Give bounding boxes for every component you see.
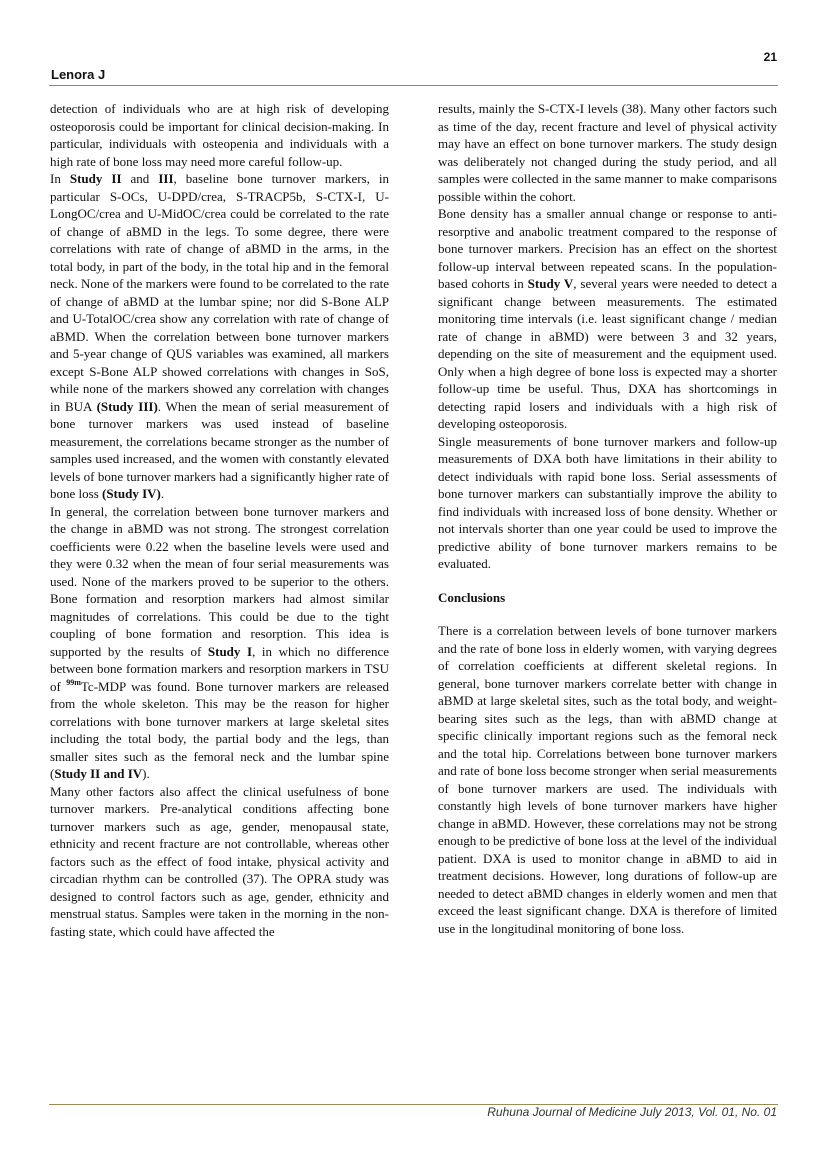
right-column [438,100,777,937]
paragraph-text: detection of individuals who are at high risk of developing osteoporosis could be important for clinical decision-making. In particular, individuals with osteopenia and individuals with a high rate of bone loss may need more careful follow-up. [50,101,389,169]
paragraph [50,170,389,503]
page-number: 21 [763,50,777,64]
paragraph-text: Many other factors also affect the clinical usefulness of bone turnover markers. Pre-analytical conditions affecting bone turnover markers such as age, gender, menopausal state, ethnicity and recent fracture are not controllable, whereas other factors such as the effect of food intake, physical activity and circadian rhythm can be controlled (37). The OPRA study was designed to control factors such as age, gender, ethnicity and menstrual status. Samples were taken in the morning in the non-fasting state, which could have affected the [50,783,389,939]
study-ref: (Study III) [96,398,158,414]
paragraph-text: ). [142,766,150,781]
paragraph-text: In general, the correlation between bone turnover markers and the change in aBMD was not strong. The strongest correlation coefficients were 0.22 when the baseline levels were used and they were 0.32 when the mean of four serial measurements was used. None of the markers proved to be superior to the others. Bone formation and resorption markers had almost similar magnitudes of correlations. This could be due to the tight coupling of bone formation and resorption. This idea is supported by the results of [50,503,389,659]
paragraph-text: . When the mean of serial measurement of bone turnover markers was used instead of baseline measurement, the correlations became stronger as the number of samples used increased, and the women with constantly elevated levels of bone turnover markers had a significantly higher rate of bone loss [50,398,389,501]
study-ref: Study I [207,643,253,659]
paragraph [438,100,777,205]
paragraph [438,433,777,573]
running-head: Lenora J [51,67,106,82]
paragraph-text: results, mainly the S-CTX-I levels (38). Many other factors such as time of the day, recent fracture and level of physical activity may have an effect on bone turnover markers. The study design was deliberately not changed during the study period, and all samples were collected in the same manner to make comparisons possible within the cohort. [438,101,777,204]
header-rule [49,85,778,86]
paragraph-text: , in which no difference between bone formation markers and resorption markers in TSU of [50,643,390,694]
study-ref: Study II and IV [54,766,143,781]
paragraph-text: and [121,171,159,186]
section-heading: Conclusions [438,589,506,605]
isotope-superscript: 99m [66,677,81,687]
paragraph-text: , baseline bone turnover markers, in particular S-OCs, U-DPD/crea, S-TRACP5b, S-CTX-I, U-LongOC/crea and U-MidOC/crea could be correlated to the rate of change of aBMD in the legs. To some degree, there were correlations with rate of change of aBMD in the arms, in the total body, in part of the body, in the total hip and in the femoral neck. None of the markers were found to be correlated to the rate of change of aBMD at the lumbar spine; nor did S-Bone ALP and U-TotalOC/crea show any correlation with rate of change of aBMD. When the correlation between bone turnover markers and 5-year change of QUS variables was examined, all markers except S-Bone ALP showed correlations with changes in SoS, while none of the markers showed any correlation with changes in BUA [50,171,389,414]
paragraph [438,622,777,937]
paragraph-text: , several years were needed to detect a significant change between measurements. The estimated monitoring time intervals (i.e. least significant change / median rate of change in aBMD) were between 3 and 32 years, depending on the site of measurement and the equipment used. Only when a high degree of bone loss is expected may a shorter follow-up time be useful. Thus, DXA has shortcomings in detecting rapid losers and individuals with a high risk of developing osteoporosis. [438,276,777,431]
study-ref: (Study IV) [102,486,161,501]
study-ref: Study V [527,276,574,291]
paragraph-text: . [160,486,165,501]
left-column [50,100,389,940]
paragraph [50,503,389,783]
paragraph-text: There is a correlation between levels of bone turnover markers and the rate of bone loss in elderly women, with varying degrees of correlation coefficients at different skeletal regions. In general, bone turnover markers correlate better with change in aBMD at large skeletal sites, such as the total body, and weight-bearing sites such as the legs, than with aBMD change at specific clinically important regions such as the femoral neck and the total hip. Correlations between bone turnover markers and rate of bone loss become stronger when serial measurements of bone turnover markers are used. The individuals with constantly high levels of bone turnover markers have higher change in aBMD. However, these correlations may not be strong enough to be predictive of bone loss at the level of the individual patient. DXA is used to monitor change in aBMD to aid in treatment decisions. However, long durations of follow-up are needed to detect aBMD changes in elderly women and men that exceed the least significant change. DXA is therefore of limited use in the longitudinal monitoring of bone loss. [438,623,777,936]
study-ref: III [158,171,174,186]
paragraph-text: In [50,171,70,186]
study-ref: Study II [69,171,122,186]
paragraph [438,205,777,433]
journal-footer: Ruhuna Journal of Medicine July 2013, Vol. 01, No. 01 [487,1105,777,1119]
paragraph-text: Single measurements of bone turnover markers and follow-up measurements of DXA both have limitations in their ability to detect individuals with rapid bone loss. Serial assessments of bone turnover markers can substantially improve the ability to find individuals with increased loss of bone density. Whether or not intervals shorter than one year could be used to improve the predictive ability of bone turnover markers remains to be evaluated. [438,433,777,571]
paragraph [50,783,389,941]
paragraph-text: Bone density has a smaller annual change or response to anti-resorptive and anabolic treatment compared to the response of bone turnover markers. Precision has an effect on the shortest follow-up interval between repeated scans. In the population-based cohorts in [438,206,777,291]
paragraph [50,100,389,170]
paragraph-text: Tc-MDP was found. Bone turnover markers are released from the whole skeleton. This may be the reason for higher correlations with bone turnover markers at large skeletal sites including the total body, the partial body and the legs, than smaller sites such as the femoral neck and the lumbar spine ( [50,678,389,781]
